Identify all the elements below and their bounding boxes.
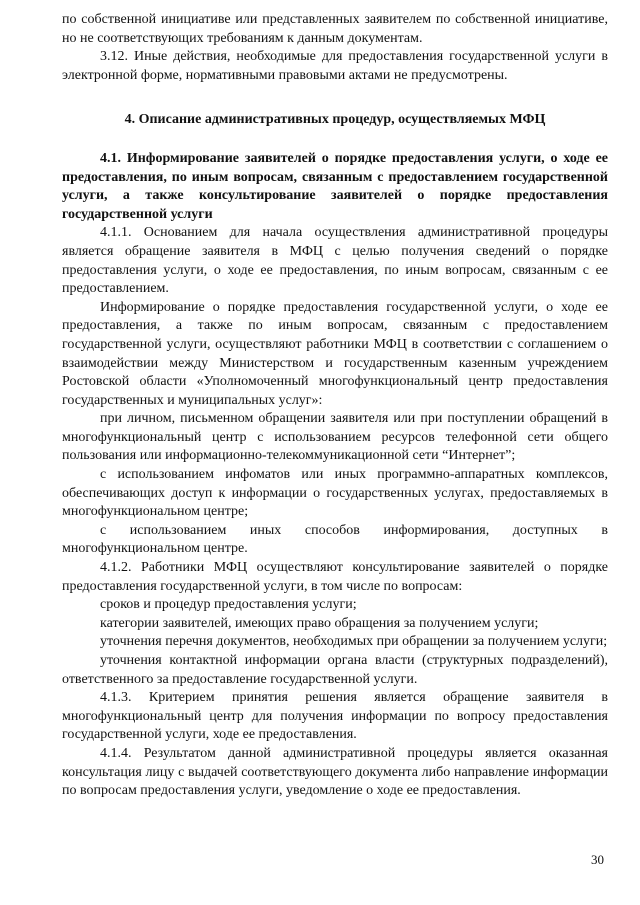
paragraph-4-1-2: 4.1.2. Работники МФЦ осуществляют консультирование заявителей о порядке предоставления государственной услуги, в том числе по вопросам:: [62, 560, 608, 594]
list-item-terms: сроков и процедур предоставления услуги;: [100, 597, 357, 613]
paragraph-4-1-3: 4.1.3. Критерием принятия решения является обращение заявителя в многофункциональный центр для получения информации по вопросу предоставления государственной услуги, ходе ее предоставления.: [62, 690, 608, 743]
paragraph-4-1-4: 4.1.4. Результатом данной административной процедуры является оказанная консультация лицу с выдачей соответствующего документа либо направление информации по вопросам предоставления услуги, уведомление о ходе ее предоставления.: [62, 745, 608, 799]
list-item-other-methods: с использованием иных способов информирования, доступных в многофункциональном центре.: [62, 522, 608, 557]
page-number: 30: [591, 852, 604, 867]
paragraph-informing: Информирование о порядке предоставления государственной услуги, о ходе ее предоставления, а также по иным вопросам, связанным с предоставлением государственной услуги, осуществляют работники МФЦ в соответствии с соглашением о взаимодействии между Министерством и государственным казенным учреждением Ростовской области «Уполномоченный многофункциональный центр предоставления государственных и муниципальных услуг»:: [62, 299, 608, 408]
subsection-title: 4.1. Информирование заявителей о порядке предоставления услуги, о ходе ее предоставления, по иным вопросам, связанным с предоставлением государственной услуги, а также консультирование заявителей о порядке предоставления государственной услуги: [62, 150, 608, 222]
section-title: 4. Описание административных процедур, осуществляемых МФЦ: [124, 112, 546, 128]
paragraph-continuation: по собственной инициативе или представленных заявителем по собственной инициативе, но не соответствующих требованиям к данным документам.: [62, 12, 608, 46]
paragraph-3-12: 3.12. Иные действия, необходимые для предоставления государственной услуги в электронной форме, нормативными правовыми актами не предусмотрены.: [62, 49, 608, 83]
list-item-personal-request: при личном, письменном обращении заявителя или при поступлении обращений в многофункциональный центр с использованием ресурсов телефонной сети общего пользования или информационно-телекоммуникационной сети “Интернет”;: [62, 411, 608, 464]
list-item-documents: уточнения перечня документов, необходимых при обращении за получением услуги;: [100, 634, 608, 650]
list-item-infomats: с использованием инфоматов или иных программно-аппаратных комплексов, обеспечивающих доступ к информации о государственных услугах, предоставляемых в многофункциональном центре;: [62, 467, 608, 520]
paragraph-4-1-1: 4.1.1. Основанием для начала осуществления административной процедуры является обращение заявителя в МФЦ с целью получения сведений о порядке предоставления услуги, о ходе ее предоставления, по иным вопросам, связанным с ее предоставлением.: [62, 225, 608, 297]
list-item-contacts: уточнения контактной информации органа власти (структурных подразделений), ответственного за предоставление государственной услуги.: [62, 653, 608, 687]
list-item-categories: категории заявителей, имеющих право обращения за получением услуги;: [100, 615, 539, 631]
